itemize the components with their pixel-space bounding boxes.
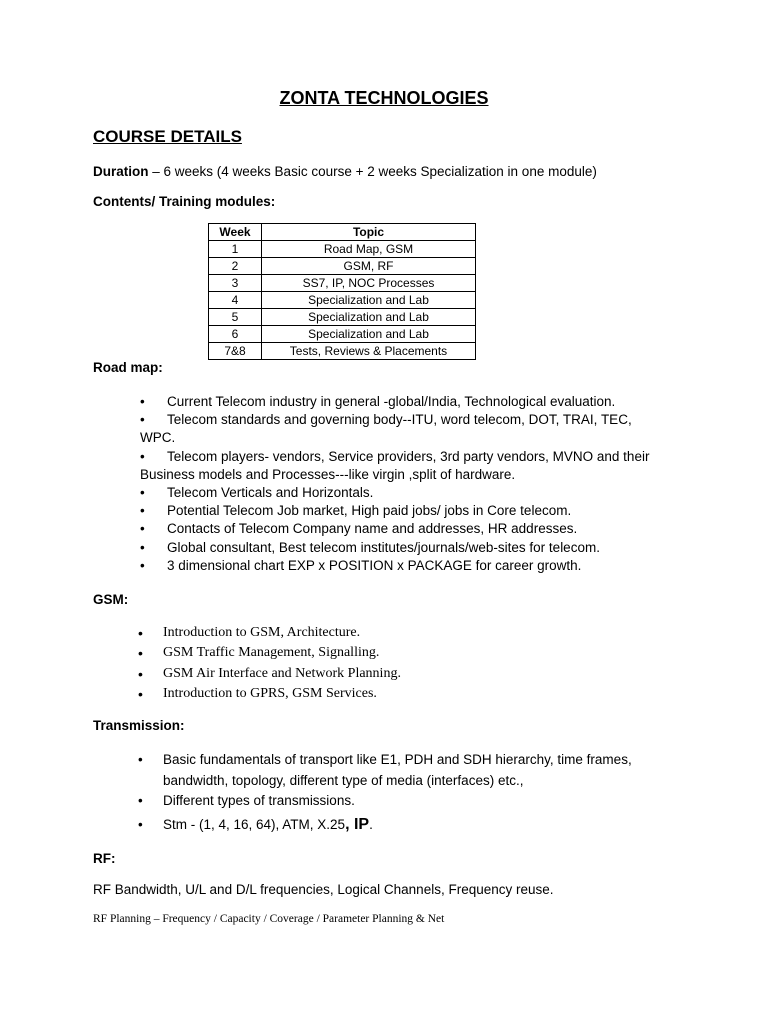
list-item: • Introduction to GPRS, GSM Services. <box>138 684 658 704</box>
rf-line-1: RF Bandwidth, U/L and D/L frequencies, Logical Channels, Frequency reuse. <box>93 882 554 897</box>
bullet-icon: • <box>140 503 145 519</box>
rf-heading: RF: <box>93 851 116 866</box>
list-item: • Different types of transmissions. <box>138 791 658 812</box>
table-cell-topic: Specialization and Lab <box>262 326 476 343</box>
table-cell-topic: GSM, RF <box>262 258 476 275</box>
list-item: • Current Telecom industry in general -global/India, Technological evaluation. <box>140 393 660 411</box>
list-item: • Basic fundamentals of transport like E1, PDH and SDH hierarchy, time frames, bandwidth, topology, different type of media (interfaces) etc., <box>138 752 632 788</box>
table-cell-topic: SS7, IP, NOC Processes <box>262 275 476 292</box>
table-header-week: Week <box>209 224 262 241</box>
table-cell-week: 4 <box>209 292 262 309</box>
list-item: • Contacts of Telecom Company name and addresses, HR addresses. <box>140 520 660 538</box>
list-item: • GSM Traffic Management, Signalling. <box>138 643 658 663</box>
table-cell-week: 3 <box>209 275 262 292</box>
table-cell-topic: Specialization and Lab <box>262 309 476 326</box>
duration-line <box>93 164 597 179</box>
bullet-icon: • <box>140 539 145 555</box>
bullet-icon: • <box>138 793 143 808</box>
bullet-icon: • <box>140 485 145 501</box>
bullet-icon: • <box>140 557 145 573</box>
list-item: • Telecom Verticals and Horizontals. <box>140 484 660 502</box>
table-cell-week: 5 <box>209 309 262 326</box>
table-row <box>209 275 476 292</box>
gsm-heading: GSM: <box>93 592 129 607</box>
duration-text: – 6 weeks (4 weeks Basic course + 2 weeks Specialization in one module) <box>148 164 597 179</box>
contents-heading: Contents/ Training modules: <box>93 194 276 209</box>
table-cell-week: 6 <box>209 326 262 343</box>
roadmap-list <box>140 393 660 575</box>
list-item: • Introduction to GSM, Architecture. <box>138 623 658 643</box>
transmission-list <box>138 750 658 835</box>
table-header-row <box>209 224 476 241</box>
table-cell-topic: Specialization and Lab <box>262 292 476 309</box>
table-header-topic: Topic <box>262 224 476 241</box>
table-cell-week: 1 <box>209 241 262 258</box>
course-details-heading: COURSE DETAILS <box>93 127 242 146</box>
bullet-icon: • <box>138 752 143 767</box>
table-row <box>209 292 476 309</box>
rf-line-2: RF Planning – Frequency / Capacity / Coverage / Parameter Planning & Net <box>93 913 445 925</box>
bullet-icon: • <box>140 521 145 537</box>
gsm-list <box>138 623 658 704</box>
training-modules-table <box>208 223 476 360</box>
list-item: • 3 dimensional chart EXP x POSITION x PACKAGE for career growth. <box>140 557 660 575</box>
table-row <box>209 258 476 275</box>
table-row <box>209 241 476 258</box>
list-item: • Stm - (1, 4, 16, 64), ATM, X.25, IP. <box>138 815 658 836</box>
table-cell-week: 7&8 <box>209 343 262 360</box>
list-item: • GSM Air Interface and Network Planning. <box>138 664 658 684</box>
bullet-icon: • <box>138 645 143 662</box>
bullet-icon: • <box>138 685 143 702</box>
list-item: • Global consultant, Best telecom institutes/journals/web-sites for telecom. <box>140 539 660 557</box>
table-row <box>209 326 476 343</box>
table-cell-week: 2 <box>209 258 262 275</box>
duration-label: Duration <box>93 164 149 179</box>
table-cell-topic: Road Map, GSM <box>262 241 476 258</box>
bullet-icon: • <box>138 816 143 832</box>
roadmap-heading: Road map: <box>93 360 163 375</box>
bullet-icon: • <box>138 665 143 682</box>
transmission-heading: Transmission: <box>93 718 185 733</box>
list-item: • Telecom players- vendors, Service providers, 3rd party vendors, MVNO and their Business models and Processes---like virgin ,split of hardware. <box>140 448 650 482</box>
bullet-icon: • <box>138 625 143 641</box>
list-item: • Telecom standards and governing body--ITU, word telecom, DOT, TRAI, TEC, WPC. <box>140 412 632 446</box>
table-cell-topic: Tests, Reviews & Placements <box>262 343 476 360</box>
bullet-icon: • <box>140 412 145 428</box>
bullet-icon: • <box>140 448 145 464</box>
table-row <box>209 343 476 360</box>
list-item: • Potential Telecom Job market, High paid jobs/ jobs in Core telecom. <box>140 502 660 520</box>
document-title: ZONTA TECHNOLOGIES <box>279 88 489 108</box>
bullet-icon: • <box>140 394 145 409</box>
table-row <box>209 309 476 326</box>
